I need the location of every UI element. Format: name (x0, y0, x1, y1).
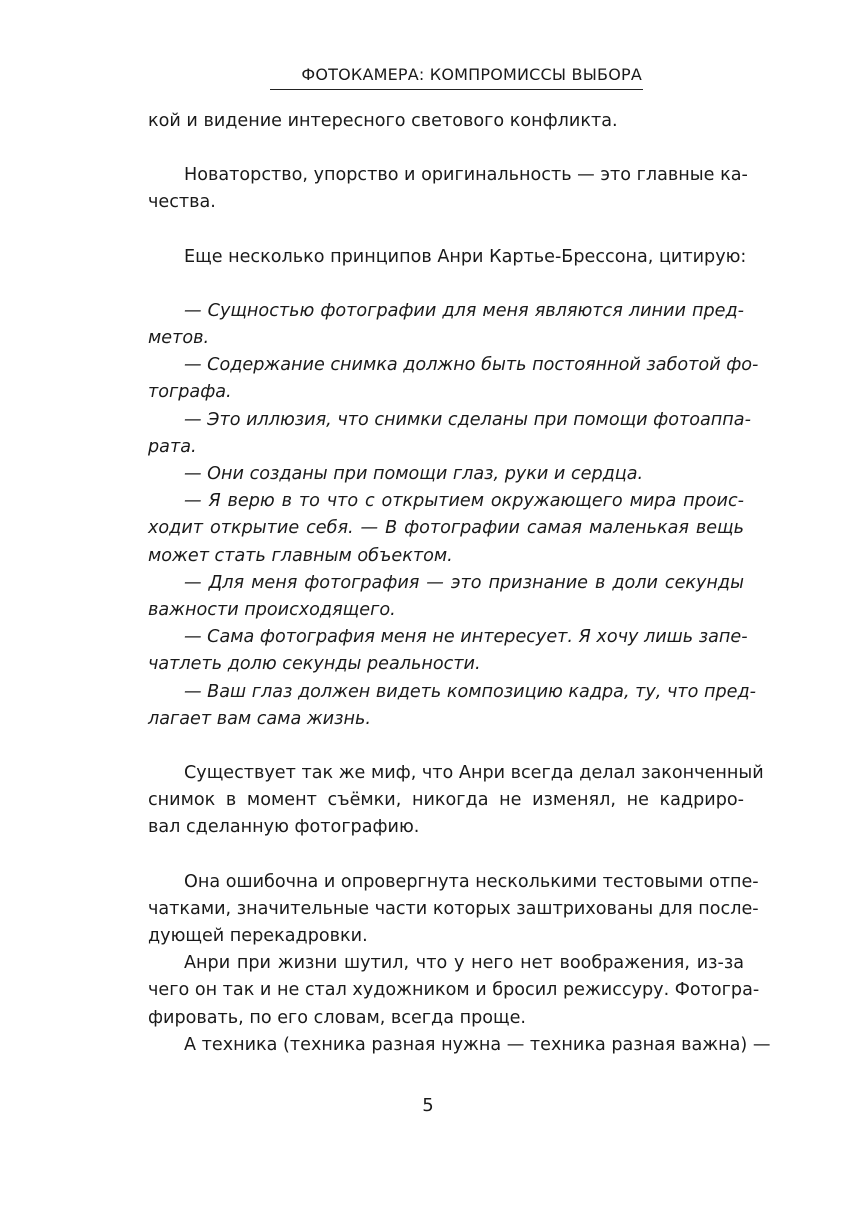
text-line: Существует так же миф, что Анри всегда делал законченный (184, 763, 764, 784)
body-text (148, 108, 771, 1059)
text-line: может стать главным объектом. (148, 545, 453, 566)
text-line: лагает вам сама жизнь. (148, 708, 371, 729)
text-line: — Для меня фотография — это признание в доли секунды (184, 572, 744, 593)
text-line: Новаторство, упорство и оригинальность — это главные ка- (184, 165, 748, 186)
paragraph-4 (148, 760, 764, 842)
quote-item (148, 570, 744, 624)
text-line: важности происходящего. (148, 600, 396, 621)
text-line: ходит открытие себя. — В фотографии самая маленькая вещь (148, 518, 744, 539)
text-line: дующей перекадровки. (148, 926, 368, 947)
quotes-list (148, 298, 759, 733)
text-line: Анри при жизни шутил, что у него нет воображения, из-за (184, 953, 744, 974)
quote-item (148, 679, 756, 733)
text-line: Она ошибочна и опровергнута несколькими тестовыми отпе- (184, 871, 759, 892)
paragraph-gap (148, 217, 744, 244)
text-line: вал сделанную фотографию. (148, 817, 420, 838)
text-line: — Я верю в то что с открытием окружающего мира проис- (184, 491, 744, 512)
quote-item (148, 488, 744, 570)
paragraph-gap (148, 135, 744, 162)
text-line: — Ваш глаз должен видеть композицию кадра, ту, что пред- (184, 681, 756, 702)
text-line: тографа. (148, 382, 232, 403)
paragraph-1 (148, 108, 744, 135)
text-line: А техника (техника разная нужна — техника разная важна) — (184, 1034, 771, 1055)
text-line: — Это иллюзия, что снимки сделаны при помощи фотоаппа- (184, 409, 751, 430)
text-line: фировать, по его словам, всегда проще. (148, 1007, 527, 1028)
paragraph-7 (148, 1032, 771, 1059)
quote-item (148, 461, 744, 488)
paragraph-3 (148, 244, 747, 271)
paragraph-2 (148, 162, 748, 216)
paragraph-gap (148, 842, 744, 869)
paragraph-6 (148, 950, 760, 1032)
header-rule (270, 89, 643, 90)
text-line: — Сущностью фотографии для меня являются линии пред- (184, 300, 744, 321)
running-head: ФОТОКАМЕРА: КОМПРОМИССЫ ВЫБОРА (301, 65, 642, 84)
text-line: снимок в момент съёмки, никогда не изменял, не кадриро- (148, 790, 744, 811)
text-line: чества. (148, 192, 216, 213)
text-line: чатками, значительные части которых заштрихованы для после- (148, 898, 759, 919)
text-line: Еще несколько принципов Анри Картье-Брессона, цитирую: (184, 246, 747, 267)
text-line: — Сама фотография меня не интересует. Я хочу лишь запе- (184, 627, 748, 648)
quote-item (148, 407, 751, 461)
quote-item (148, 298, 744, 352)
text-line: рата. (148, 436, 197, 457)
text-line: метов. (148, 328, 210, 349)
paragraph-5 (148, 869, 759, 951)
text-line: чатлеть долю секунды реальности. (148, 654, 481, 675)
text-line: чего он так и не стал художником и бросил режиссуру. Фотогра- (148, 980, 760, 1001)
page-number: 5 (422, 1095, 434, 1116)
paragraph-gap (148, 733, 744, 760)
text-line: кой и видение интересного светового конфликта. (148, 111, 618, 131)
text-line: — Они созданы при помощи глаз, руки и сердца. (184, 464, 644, 485)
text-line: — Содержание снимка должно быть постоянной заботой фо- (184, 355, 759, 376)
quote-item (148, 624, 748, 678)
paragraph-gap (148, 271, 744, 298)
quote-item (148, 352, 759, 406)
